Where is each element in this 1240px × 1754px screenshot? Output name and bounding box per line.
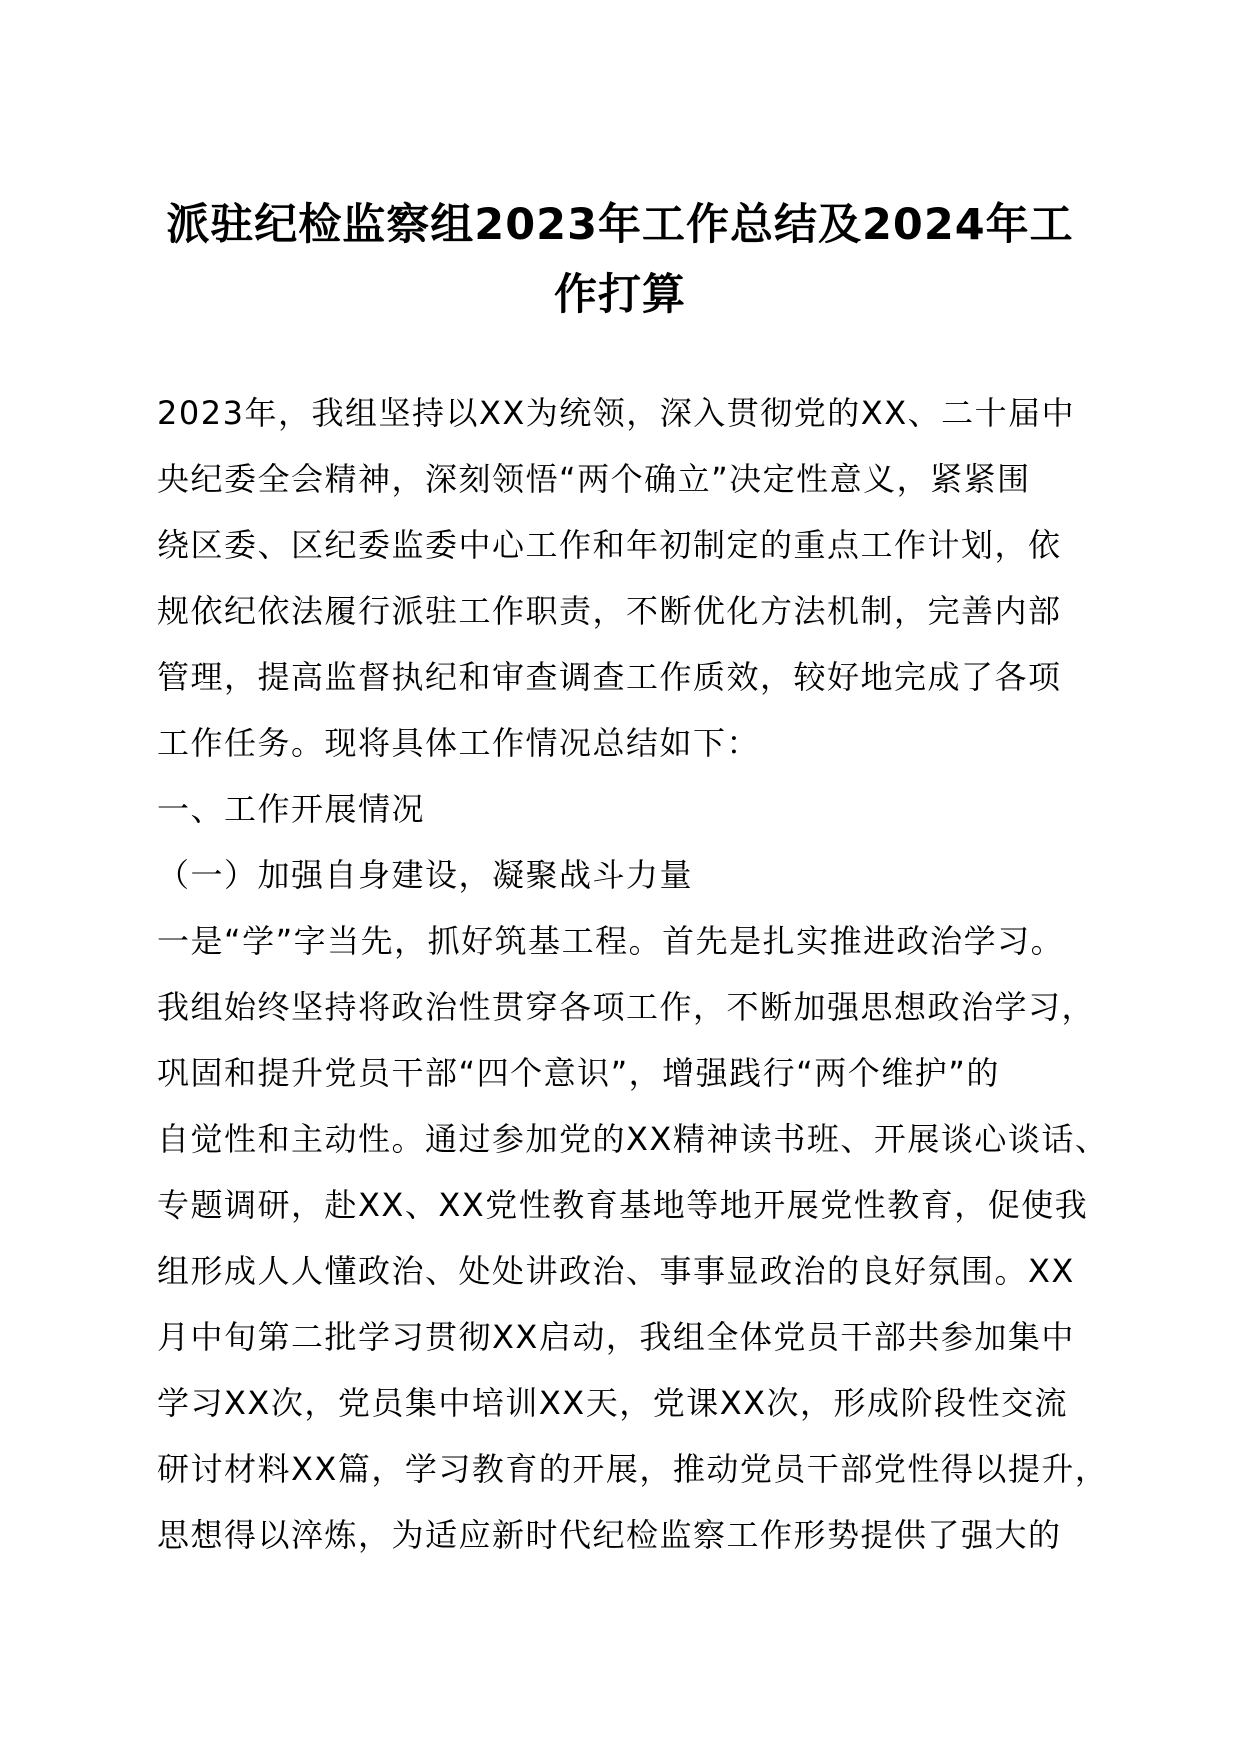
document-title: [150, 190, 1090, 330]
section-heading: 一、工作开展情况: [157, 790, 426, 828]
paragraph-line: 管理，提高监督执纪和审查调查工作质效，较好地完成了各项: [157, 658, 1062, 696]
paragraph-line: 组形成人人懂政治、处处讲政治、事事显政治的良好氛围。XX: [157, 1252, 1075, 1290]
paragraph-line: 思想得以淬炼，为适应新时代纪检监察工作形势提供了强大的: [157, 1516, 1062, 1554]
title-line: 作打算: [554, 270, 686, 320]
paragraph-line: 研讨材料XX篇，学习教育的开展，推动党员干部党性得以提升，: [157, 1450, 1109, 1488]
paragraph-line: 工作任务。现将具体工作情况总结如下：: [157, 724, 761, 762]
paragraph-line: 一是“学”字当先，抓好筑基工程。首先是扎实推进政治学习。: [157, 922, 1065, 960]
title-line: 派驻纪检监察组2023年工作总结及2024年工: [166, 200, 1074, 250]
paragraph-line: 规依纪依法履行派驻工作职责，不断优化方法机制，完善内部: [157, 592, 1062, 630]
paragraph-line: 绕区委、区纪委监委中心工作和年初制定的重点工作计划，依: [157, 526, 1062, 564]
paragraph-line: 专题调研，赴XX、XX党性教育基地等地开展党性教育，促使我: [157, 1186, 1089, 1224]
paragraph-line: 央纪委全会精神，深刻领悟“两个确立”决定性意义，紧紧围: [157, 460, 1031, 498]
document-body: [157, 380, 1109, 1568]
paragraph-line: 巩固和提升党员干部“四个意识”，增强践行“两个维护”的: [157, 1054, 1000, 1092]
paragraph-line: 学习XX次，党员集中培训XX天，党课XX次，形成阶段性交流: [157, 1384, 1069, 1422]
paragraph-line: 月中旬第二批学习贯彻XX启动，我组全体党员干部共参加集中: [157, 1318, 1075, 1356]
paragraph-line: 2023年，我组坚持以XX为统领，深入贯彻党的XX、二十届中: [157, 394, 1076, 432]
subsection-heading: （一）加强自身建设，凝聚战斗力量: [157, 856, 694, 894]
paragraph-line: 我组始终坚持将政治性贯穿各项工作，不断加强思想政治学习，: [157, 988, 1096, 1026]
paragraph-line: 自觉性和主动性。通过参加党的XX精神读书班、开展谈心谈话、: [157, 1120, 1109, 1158]
